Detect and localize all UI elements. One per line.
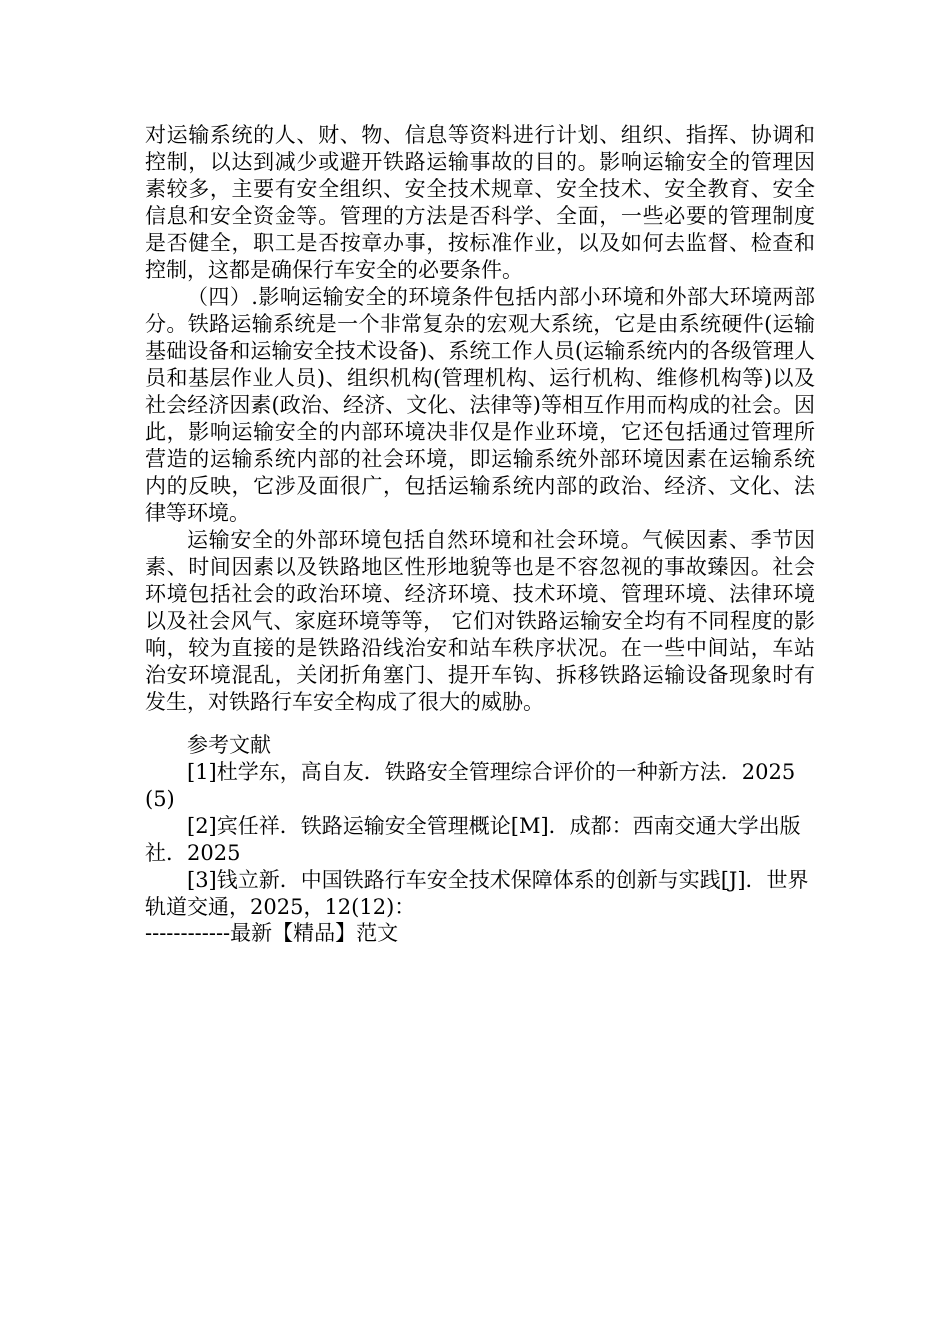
references-section xyxy=(145,732,815,921)
document-body xyxy=(145,122,815,921)
reference-item: [2]宾任祥．铁路运输安全管理概论[M]．成都：西南交通大学出版社．2025 xyxy=(145,814,801,865)
reference-item: [3]钱立新．中国铁路行车安全技术保障体系的创新与实践[J]．世界轨道交通，2025，12(12)： xyxy=(145,868,809,919)
footer-note: ------------最新【精品】范文 xyxy=(145,921,399,945)
spacer xyxy=(145,716,815,732)
body-paragraph: （四）.影响运输安全的环境条件包括内部小环境和外部大环境两部分。铁路运输系统是一个非常复杂的宏观大系统，它是由系统硬件(运输基础设备和运输安全技术设备)、系统工作人员(运输系统内的各级管理人员和基层作业人员)、组织机构(管理机构、运行机构、维修机构等)以及社会经济因素(政治、经济、文化、法律等)等相互作用而构成的社会。因此，影响运输安全的内部环境决非仅是作业环境，它还包括通过管理所营造的运输系统内部的社会环境，即运输系统外部环境因素在运输系统内的反映，它涉及面很广，包括运输系统内部的政治、经济、文化、法律等环境。 xyxy=(145,285,815,525)
reference-item: [1]杜学东，高自友．铁路安全管理综合评价的一种新方法．2025(5) xyxy=(145,760,796,811)
body-paragraph: 运输安全的外部环境包括自然环境和社会环境。气候因素、季节因素、时间因素以及铁路地区性形地貌等也是不容忽视的事故臻因。社会环境包括社会的政治环境、经济环境、技术环境、管理环境、法律环境以及社会风气、家庭环境等等， 它们对铁路运输安全均有不同程度的影响，较为直接的是铁路沿线治安和站车秩序状况。在一些中间站，车站治安环境混乱，关闭折角塞门、提开车钩、拆移铁路运输设备现象时有发生，对铁路行车安全构成了很大的威胁。 xyxy=(145,528,815,714)
body-paragraph: 对运输系统的人、财、物、信息等资料进行计划、组织、指挥、协调和控制，以达到减少或避开铁路运输事故的目的。影响运输安全的管理因素较多，主要有安全组织、安全技术规章、安全技术、安全教育、安全信息和安全资金等。管理的方法是否科学、全面，一些必要的管理制度是否健全，职工是否按章办事，按标准作业，以及如何去监督、检查和控制，这都是确保行车安全的必要条件。 xyxy=(145,123,815,282)
references-heading: 参考文献 xyxy=(187,733,271,757)
